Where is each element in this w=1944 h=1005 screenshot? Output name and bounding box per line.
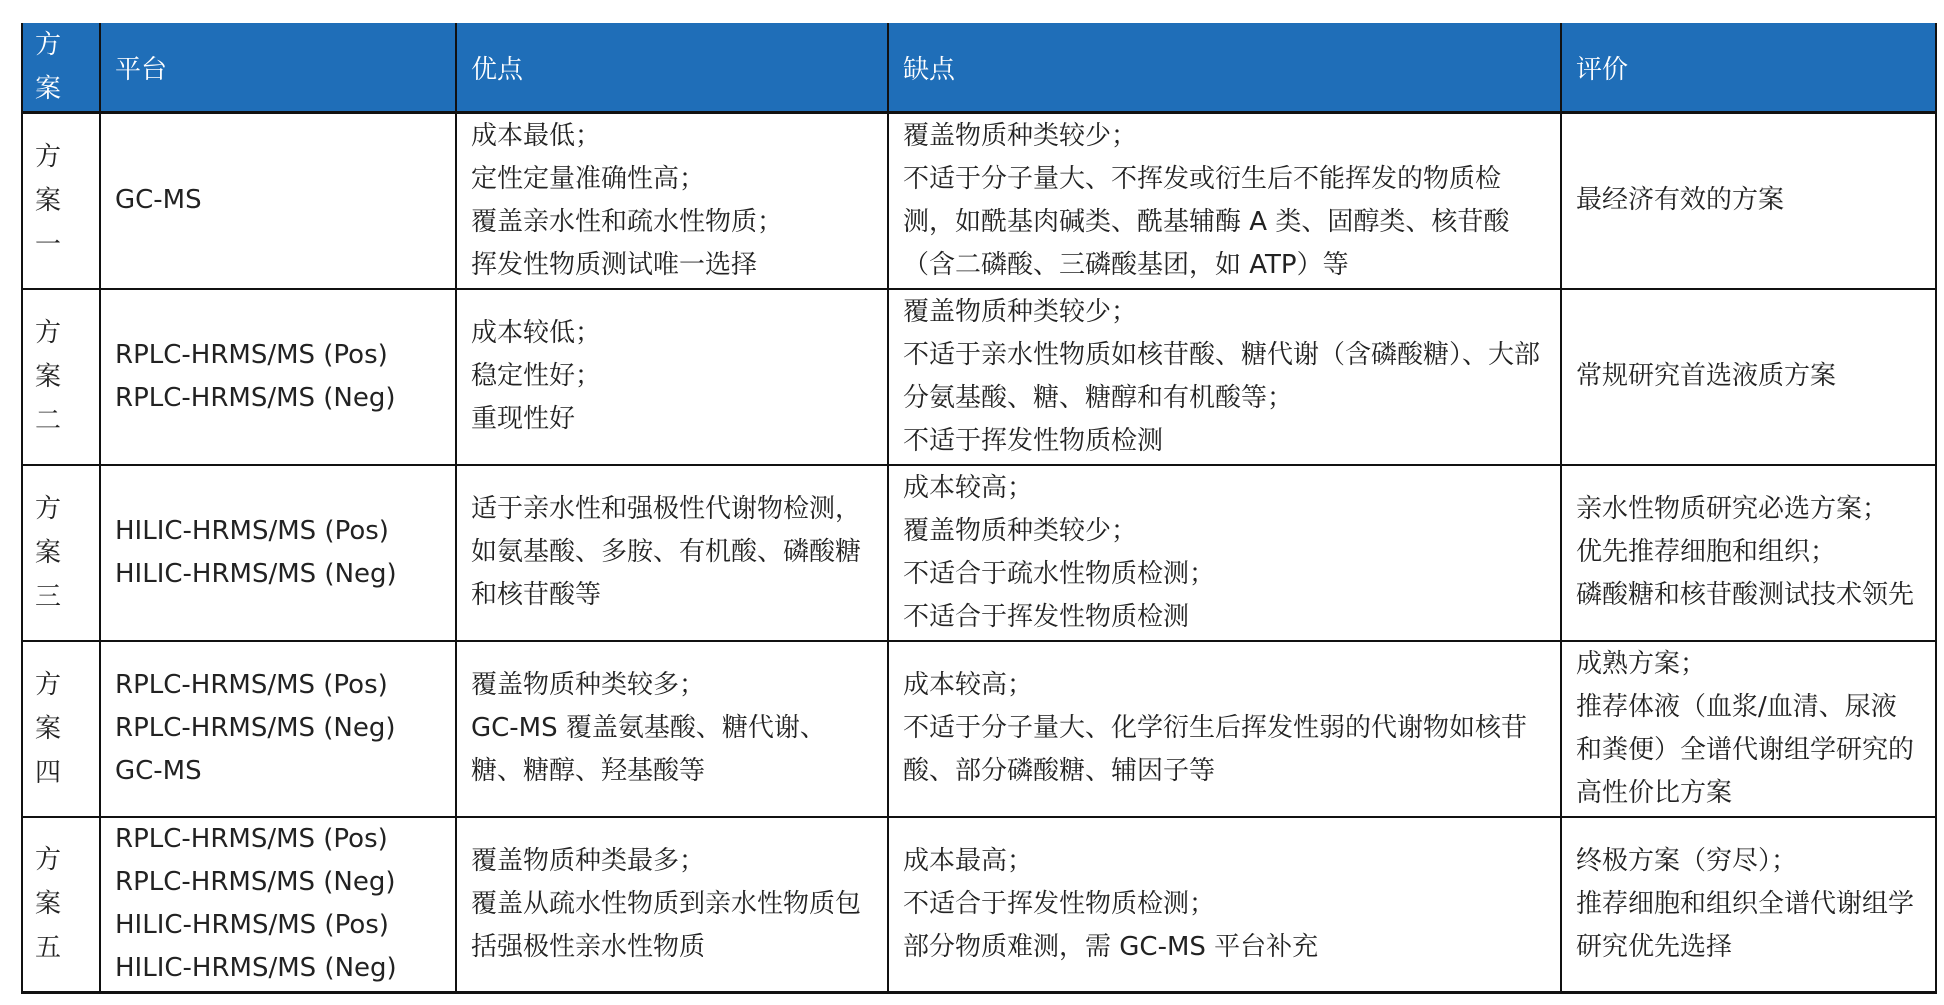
scheme-char: 方 bbox=[35, 493, 62, 524]
cons-item: 不适于亲水性物质如核苷酸、糖代谢（含磷酸糖）、大部分氨基酸、糖、糖醇和有机酸等； bbox=[903, 339, 1541, 413]
pros-item: GC-MS 覆盖氨基酸、糖代谢、糖、糖醇、羟基酸等 bbox=[471, 713, 826, 786]
scheme-char: 方 bbox=[35, 845, 62, 876]
cons-cell bbox=[888, 113, 1561, 289]
scheme-char: 方 bbox=[35, 141, 62, 172]
cons-item: 不适于分子量大、不挥发或衍生后不能挥发的物质检测，如酰基肉碱类、酰基辅酶 A 类、固醇类、核苷酸（含二磷酸、三磷酸基团，如 ATP）等 bbox=[903, 163, 1510, 280]
table-header-row bbox=[22, 23, 1936, 113]
evaluation-cell bbox=[1561, 113, 1936, 289]
cons-item: 成本较高； bbox=[903, 670, 1034, 700]
table-row bbox=[22, 465, 1936, 641]
table-row bbox=[22, 289, 1936, 465]
pros-item: 覆盖亲水性和疏水性物质； bbox=[471, 206, 784, 237]
pros-item: 覆盖物质种类最多； bbox=[471, 845, 706, 876]
pros-item: 成本较低； bbox=[471, 318, 602, 348]
header-scheme bbox=[22, 23, 100, 113]
scheme-char: 五 bbox=[35, 933, 62, 964]
platform-cell bbox=[100, 817, 456, 993]
scheme-char: 方 bbox=[35, 669, 62, 700]
platform-line: RPLC-HRMS/MS (Pos) bbox=[115, 670, 388, 700]
evaluation-cell bbox=[1561, 465, 1936, 641]
cons-item: 部分物质难测，需 GC-MS 平台补充 bbox=[903, 931, 1319, 962]
pros-item: 覆盖从疏水性物质到亲水性物质包括强极性亲水性物质 bbox=[471, 888, 862, 962]
scheme-char: 案 bbox=[35, 889, 62, 920]
pros-cell bbox=[456, 113, 888, 289]
scheme-cell bbox=[22, 289, 100, 465]
pros-item: 挥发性物质测试唯一选择 bbox=[471, 249, 758, 280]
pros-cell bbox=[456, 641, 888, 817]
cons-item: 不适于分子量大、化学衍生后挥发性弱的代谢物如核苷酸、部分磷酸糖、辅因子等 bbox=[903, 713, 1528, 786]
cons-item: 不适合于疏水性物质检测； bbox=[903, 558, 1216, 589]
platform-line: RPLC-HRMS/MS (Neg) bbox=[115, 382, 396, 413]
pros-item: 重现性好 bbox=[471, 404, 576, 434]
pros-cell bbox=[456, 289, 888, 465]
scheme-cell bbox=[22, 817, 100, 993]
platform-line: HILIC-HRMS/MS (Pos) bbox=[115, 515, 389, 546]
header-cons: 缺点 bbox=[888, 23, 1561, 113]
platform-cell bbox=[100, 641, 456, 817]
platform-line: HILIC-HRMS/MS (Neg) bbox=[115, 953, 397, 984]
scheme-char: 案 bbox=[35, 361, 62, 392]
platform-line: HILIC-HRMS/MS (Neg) bbox=[115, 558, 397, 589]
table-row bbox=[22, 641, 1936, 817]
header-evaluation: 评价 bbox=[1561, 23, 1936, 113]
cons-cell bbox=[888, 817, 1561, 993]
scheme-char: 方 bbox=[35, 317, 62, 348]
evaluation-item: 终极方案（穷尽）； bbox=[1576, 845, 1798, 876]
cons-item: 成本最高； bbox=[903, 845, 1034, 876]
platform-line: GC-MS bbox=[115, 185, 202, 216]
platform-cell bbox=[100, 465, 456, 641]
metabolomics-scheme-comparison-table bbox=[21, 23, 1937, 994]
pros-item: 适于亲水性和强极性代谢物检测，如氨基酸、多胺、有机酸、磷酸糖和核苷酸等 bbox=[471, 494, 862, 610]
evaluation-cell bbox=[1561, 817, 1936, 993]
scheme-char: 案 bbox=[35, 74, 62, 104]
pros-item: 覆盖物质种类较多； bbox=[471, 670, 706, 700]
evaluation-item: 优先推荐细胞和组织； bbox=[1576, 537, 1837, 567]
platform-cell bbox=[100, 289, 456, 465]
platform-line: RPLC-HRMS/MS (Neg) bbox=[115, 713, 396, 743]
platform-line: HILIC-HRMS/MS (Pos) bbox=[115, 910, 389, 941]
pros-item: 成本最低； bbox=[471, 120, 602, 151]
scheme-char: 案 bbox=[35, 537, 62, 568]
scheme-cell bbox=[22, 465, 100, 641]
scheme-cell bbox=[22, 641, 100, 817]
scheme-char: 二 bbox=[35, 405, 62, 436]
scheme-char: 方 bbox=[35, 30, 62, 60]
cons-cell bbox=[888, 641, 1561, 817]
comparison-table-container bbox=[21, 23, 1935, 990]
cons-item: 覆盖物质种类较少； bbox=[903, 515, 1138, 546]
pros-item: 稳定性好； bbox=[471, 361, 602, 391]
pros-item: 定性定量准确性高； bbox=[471, 163, 706, 194]
cons-cell bbox=[888, 465, 1561, 641]
scheme-char: 案 bbox=[35, 185, 62, 216]
cons-item: 不适于挥发性物质检测 bbox=[903, 425, 1164, 456]
pros-cell bbox=[456, 817, 888, 993]
platform-line: RPLC-HRMS/MS (Pos) bbox=[115, 339, 388, 370]
evaluation-cell bbox=[1561, 289, 1936, 465]
scheme-char: 一 bbox=[35, 229, 62, 260]
platform-line: GC-MS bbox=[115, 756, 202, 786]
cons-item: 成本较高； bbox=[903, 472, 1034, 503]
table-row bbox=[22, 817, 1936, 993]
table-row bbox=[22, 113, 1936, 289]
evaluation-item: 成熟方案； bbox=[1576, 648, 1707, 679]
cons-item: 覆盖物质种类较少； bbox=[903, 120, 1138, 151]
platform-line: RPLC-HRMS/MS (Pos) bbox=[115, 824, 388, 855]
scheme-char: 四 bbox=[35, 757, 62, 788]
platform-cell bbox=[100, 113, 456, 289]
pros-cell bbox=[456, 465, 888, 641]
evaluation-item: 推荐体液（血浆/血清、尿液和粪便）全谱代谢组学研究的高性价比方案 bbox=[1576, 691, 1915, 808]
scheme-char: 案 bbox=[35, 713, 62, 744]
header-pros: 优点 bbox=[456, 23, 888, 113]
evaluation-item: 亲水性物质研究必选方案； bbox=[1576, 494, 1889, 524]
cons-item: 不适合于挥发性物质检测 bbox=[903, 601, 1190, 632]
cons-item: 覆盖物质种类较少； bbox=[903, 296, 1138, 327]
scheme-cell bbox=[22, 113, 100, 289]
cons-cell bbox=[888, 289, 1561, 465]
evaluation-item: 磷酸糖和核苷酸测试技术领先 bbox=[1576, 580, 1915, 610]
scheme-char: 三 bbox=[35, 581, 62, 612]
evaluation-cell bbox=[1561, 641, 1936, 817]
platform-line: RPLC-HRMS/MS (Neg) bbox=[115, 867, 396, 898]
evaluation-item: 推荐细胞和组织全谱代谢组学研究优先选择 bbox=[1576, 888, 1915, 962]
evaluation-item: 最经济有效的方案 bbox=[1576, 185, 1785, 216]
cons-item: 不适合于挥发性物质检测； bbox=[903, 888, 1216, 919]
header-platform: 平台 bbox=[100, 23, 456, 113]
evaluation-item: 常规研究首选液质方案 bbox=[1576, 361, 1837, 391]
